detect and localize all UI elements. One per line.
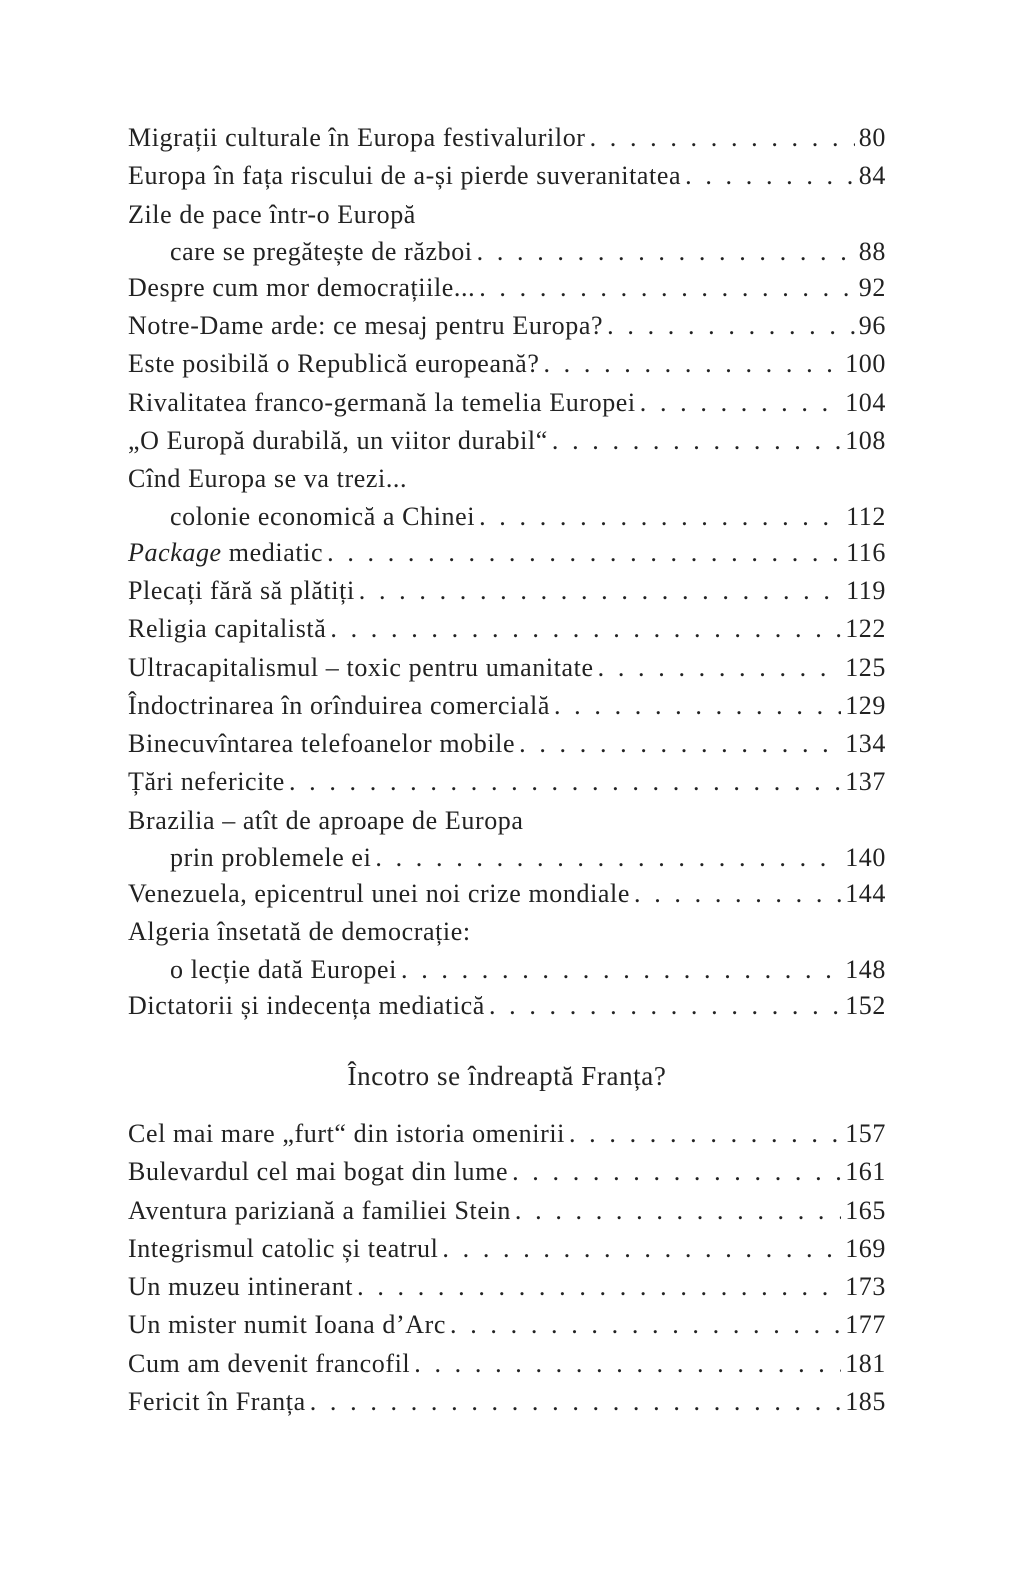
- toc-page-number: 125: [845, 652, 886, 682]
- toc-section-france: [128, 1115, 886, 1421]
- dot-leader: [479, 269, 855, 307]
- dot-leader: [552, 422, 841, 460]
- toc-entry-title: Migrații culturale în Europa festivalurilor: [128, 123, 586, 152]
- toc-entry: [128, 913, 886, 986]
- toc-entry-title: colonie economică a Chinei: [170, 501, 476, 531]
- toc-page-number: 144: [845, 879, 886, 909]
- toc-entry: [128, 987, 886, 1025]
- toc-page-number: 104: [845, 387, 886, 417]
- dot-leader: [554, 687, 841, 725]
- toc-entry-title: Algeria însetată de democrație:: [128, 917, 471, 947]
- toc-entry: [128, 384, 886, 422]
- toc-page-number: 112: [846, 501, 886, 531]
- dot-leader: [330, 610, 841, 648]
- dot-leader: [543, 345, 841, 383]
- toc-entry-title-italic: Package: [128, 537, 222, 567]
- toc-page-number: 134: [845, 729, 886, 759]
- dot-leader: [590, 119, 855, 157]
- toc-page-number: 161: [845, 1157, 886, 1187]
- toc-entry: [128, 802, 886, 875]
- dot-leader: [375, 840, 841, 875]
- dot-leader: [598, 649, 842, 687]
- toc-entry: [128, 1115, 886, 1153]
- toc-entry-title: Integrismul catolic și teatrul: [128, 1233, 439, 1263]
- toc-entry-title: Dictatorii și indecența mediatică: [128, 990, 485, 1020]
- toc-entry-title: Îndoctrinarea în orînduirea comercială: [128, 690, 550, 720]
- toc-entry-title: prin problemele ei: [170, 843, 372, 873]
- toc-entry-title: Bulevardul cel mai bogat din lume: [128, 1157, 509, 1187]
- toc-entry: [128, 157, 886, 195]
- toc-entry: [128, 422, 886, 460]
- toc-entry-title: Fericit în Franța: [128, 1387, 306, 1417]
- toc-entry-title: Un mister numit Ioana d’Arc: [128, 1310, 447, 1340]
- toc-page-number: 119: [846, 575, 886, 605]
- toc-entry: [128, 119, 886, 157]
- toc-entry: [128, 1268, 886, 1306]
- toc-entry-title: Brazilia – atît de aproape de Europa: [128, 805, 524, 835]
- toc-entry-title-rest: mediatic: [221, 537, 324, 567]
- toc-entry-title: Religia capitalistă: [128, 614, 327, 644]
- toc-entry-title: care se pregătește de război: [170, 236, 473, 266]
- toc-page-number: 129: [845, 690, 886, 720]
- dot-leader: [450, 1306, 841, 1344]
- dot-leader: [479, 499, 842, 534]
- table-of-contents: [128, 119, 886, 1421]
- toc-entry-title: Despre cum mor democrațiile...: [128, 272, 476, 302]
- toc-page-number: 181: [845, 1348, 886, 1378]
- dot-leader: [569, 1115, 841, 1153]
- dot-leader: [489, 987, 841, 1025]
- toc-entry-title: Venezuela, epicentrul unei noi crize mondiale: [128, 879, 631, 909]
- dot-leader: [477, 234, 855, 269]
- dot-leader: [634, 875, 841, 913]
- dot-leader: [401, 952, 841, 987]
- toc-entry-title: Binecuvîntarea telefoanelor mobile: [128, 729, 516, 759]
- toc-page-number: 152: [845, 990, 886, 1020]
- toc-page-number: 96: [858, 311, 886, 341]
- dot-leader: [640, 384, 841, 422]
- toc-page-number: 157: [845, 1118, 886, 1148]
- toc-entry: [128, 763, 886, 801]
- toc-entry: [128, 1230, 886, 1268]
- toc-page-number: 80: [858, 123, 886, 152]
- toc-entry: [128, 1383, 886, 1421]
- toc-page-number: 92: [858, 272, 886, 302]
- toc-entry: [128, 1345, 886, 1383]
- toc-entry-title: Un muzeu intinerant: [128, 1272, 354, 1302]
- toc-page-number: 177: [845, 1310, 886, 1340]
- toc-page-number: 185: [845, 1387, 886, 1417]
- toc-entry-title: Europa în fața riscului de a-și pierde suveranitatea: [128, 161, 682, 191]
- dot-leader: [519, 725, 841, 763]
- dot-leader: [515, 1192, 841, 1230]
- toc-entry-title: Cum am devenit francofil: [128, 1348, 411, 1378]
- dot-leader: [359, 572, 842, 610]
- dot-leader: [327, 534, 842, 572]
- dot-leader: [442, 1230, 841, 1268]
- toc-entry: [128, 1153, 886, 1191]
- toc-entry: [128, 269, 886, 307]
- toc-entry-title: o lecție dată Europei: [170, 954, 397, 984]
- toc-entry: [128, 345, 886, 383]
- toc-page-number: 148: [845, 954, 886, 984]
- dot-leader: [357, 1268, 841, 1306]
- toc-entry: [128, 460, 886, 533]
- toc-page-number: 100: [845, 349, 886, 379]
- toc-entry: [128, 649, 886, 687]
- toc-entry-title: Aventura pariziană a familiei Stein: [128, 1195, 511, 1225]
- toc-entry: [128, 307, 886, 345]
- toc-entry-title: „O Europă durabilă, un viitor durabil“: [128, 426, 548, 456]
- toc-entry: [128, 1306, 886, 1344]
- toc-entry: [128, 610, 886, 648]
- toc-entry-title: Plecați fără să plătiți: [128, 575, 355, 605]
- toc-entry-title: Este posibilă o Republică europeană?: [128, 349, 540, 379]
- toc-entry-title: Notre-Dame arde: ce mesaj pentru Europa?: [128, 311, 604, 341]
- toc-entry: [128, 534, 886, 572]
- toc-entry-title: Rivalitatea franco-germană la temelia Europei: [128, 387, 636, 417]
- toc-entry: [128, 1192, 886, 1230]
- toc-page-number: 108: [845, 426, 886, 456]
- toc-entry-title: Cel mai mare „furt“ din istoria omenirii: [128, 1118, 565, 1148]
- toc-page-number: 169: [845, 1233, 886, 1263]
- toc-entry-title: [128, 534, 323, 572]
- toc-entry: [128, 875, 886, 913]
- dot-leader: [685, 157, 855, 195]
- toc-page-number: 88: [858, 236, 886, 266]
- toc-entry: [128, 196, 886, 269]
- toc-page-number: 137: [845, 767, 886, 797]
- dot-leader: [289, 763, 841, 801]
- section-heading: Încotro se îndreaptă Franța?: [347, 1060, 667, 1091]
- toc-entry-title: Cînd Europa se va trezi...: [128, 464, 408, 494]
- toc-entry: [128, 572, 886, 610]
- toc-page-number: 116: [846, 537, 886, 567]
- toc-entry-title: Zile de pace într-o Europă: [128, 199, 416, 229]
- dot-leader: [607, 307, 855, 345]
- dot-leader: [310, 1383, 841, 1421]
- toc-section-europe: [128, 119, 886, 1025]
- dot-leader: [512, 1153, 841, 1191]
- toc-page-number: 122: [845, 614, 886, 644]
- toc-page-number: 84: [858, 161, 886, 191]
- toc-entry: [128, 687, 886, 725]
- toc-entry: [128, 725, 886, 763]
- toc-page-number: 140: [845, 843, 886, 873]
- dot-leader: [414, 1345, 841, 1383]
- toc-page-number: 173: [845, 1272, 886, 1302]
- toc-page-number: 165: [845, 1195, 886, 1225]
- toc-entry-title: Ultracapitalismul – toxic pentru umanitate: [128, 652, 594, 682]
- toc-entry-title: Țări nefericite: [128, 767, 285, 797]
